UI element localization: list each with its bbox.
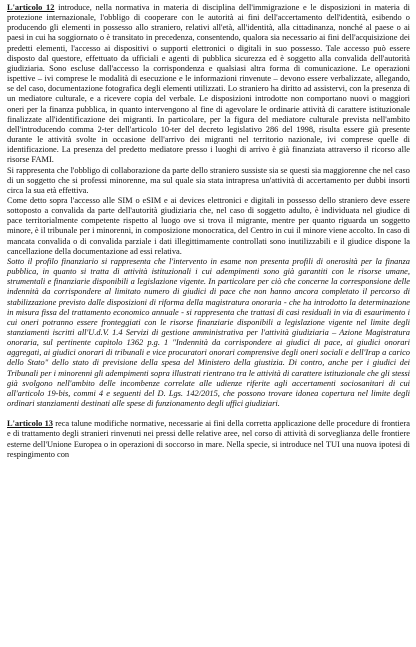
paragraph-text: reca talune modifiche normative, necessarie ai fini della corretta applicazione delle procedure di frontiera e di trattamento degli stranieri rinvenuti nei pressi delle relative aree, nel corso di attività di sorveglianza delle frontiere esterne dell'Unione Europea o in operazioni di soccorso in mare. Nella specie, si introduce nel TUI una nuova ipotesi di respingimento con [7, 419, 410, 459]
paragraph-financial-profile: Sotto il profilo finanziario si rappresenta che l'intervento in esame non presenta profili di onerosità per la finanza pubblica, in quanto si tratta di attività istituzionali i cui adempimenti sono già garantiti con le risorse umane, strumentali e finanziarie disponibili a legislazione vigente. In particolare per ciò che concerne la corresponsione delle indennità da corrispondere al limitato numero di giudici di pace che non hanno ancora completato il percorso di stabilizzazione previsto dalle disposizioni di riforma della magistratura onoraria - che ha introdotto la determinazione in misura fissa del trattamento economico annuale - si rappresenta che trattasi di casi residuali in via di esaurimento i cui oneri potranno essere fronteggiati con le risorse finanziarie disponibili a legislazione vigente nel limite degli stanziamenti iscritti all'U.d.V. 1.4 Servizi di gestione amministrativa per l'attività giudiziaria – Azione Magistratura onoraria, sul pertinente capitolo 1362 p.g. 1 "Indennità da corrispondere ai giudici di pace, ai giudici onorari aggregati, ai giudici onorari di tribunali e vice procuratori onorari comprensive degli oneri sociali e dell'Irap a carico dello Stato" dello stato di previsione della spesa del Ministero della giustizia. Di contro, anche per i giudici dei Tribunali per i minorenni gli adempimenti sopra illustrati rientrano tra le attività di carattere istituzionale che gli stessi già svolgono nell'ambito delle incombenze correlate alle udienze riferite agli accertamenti sociosanitari di cui all'articolo 19-bis, commi 4 e seguenti del D. Lgs. 142/2015, che possono trovare idonea copertura nel limite degli ordinari stanziamenti destinati alle spese di funzionamento degli uffici giudiziari. [7, 256, 410, 409]
paragraph-article-13 [7, 419, 410, 460]
paragraph-sim-access: Come detto sopra l'accesso alle SIM o eSIM e ai devices elettronici e digitali in possesso dello straniero deve essere sottoposto a convalida da parte dell'autorità giudiziaria che, nel caso di soggetto adulto, è individuata nel giudice di pace territorialmente competente rispetto al luogo ove si trova il migrante, mentre per quanto riguarda un soggetto minore, è il tribunale per i minorenni, in composizione monocratica, del Centro in cui il minore viene accolto. In caso di mancata convalida o di convalida parziale i dati illegittimamente controllati sono inutilizzabili e il giudice dispone la cancellazione della documentazione ad essi relativa. [7, 195, 410, 256]
article-13-heading: L'articolo 13 [7, 419, 53, 429]
paragraph-text: introduce, nella normativa in materia di disciplina dell'immigrazione e le disposizioni in materia di protezione internazionale, l'obbligo di cooperare con le autorità ai fini dell'accertamento dell'identità, esibendo o producendo gli elementi in possesso allo straniero, relativi all'età, all'identità, alla cittadinanza, nonché al paese o ai paesi in cui ha soggiornato o è transitato in precedenza, consentendo, qualora sia necessario ai fini dell'acquisizione dei predetti elementi, l'accesso ai dispositivi o supporti elettronici o digitali in suo possesso. Tale accesso può essere disposto dal questore, effettuato da ufficiali e agenti di pubblica sicurezza ed è soggetto alla convalida dell'autorità giudiziaria. Sono escluse dall'accesso la corrispondenza e qualsiasi altra forma di comunicazione. Le operazioni ispettive – ivi comprese le modalità di esecuzione e le informazioni rinvenute – devono essere verbalizzate, allegando, se del caso, documentazione fotografica degli elementi utilizzati. Lo straniero ha diritto ad assistervi, con la presenza di un mediatore culturale, e a ricevere copia del verbale. Le disposizioni introdotte non comportano nuovi o maggiori oneri per la finanza pubblica, in quanto intervengono al fine di agevolare le ordinarie attività di carattere istituzionale finalizzate all'identificazione dei migranti. In particolare, per la figura del mediatore culturale prevista nell'ambito dell'introducendo comma 2-ter dell'articolo 10-ter del decreto legislativo 286 del 1998, risulta essere già presente durante le attività svolte in occasione dell'arrivo dei migranti nel territorio nazionale, ivi comprese quelle di identificazione. La presenza del predetto mediatore presso i luoghi di arrivo è già finanziata attraverso il ricorso alle risorse FAMI. [7, 3, 410, 165]
document-page [7, 3, 410, 460]
paragraph-article-12 [7, 3, 410, 166]
paragraph-gap [7, 409, 410, 419]
paragraph-collaboration-obligation: Si rappresenta che l'obbligo di collaborazione da parte dello straniero sussiste sia se questi sia maggiorenne che nel caso di un soggetto che si professi minorenne, ma sul quale sia stata intrapresa un'attività di accertamento per dubbi insorti circa la sua età effettiva. [7, 165, 410, 195]
article-12-heading: L'articolo 12 [7, 3, 55, 12]
